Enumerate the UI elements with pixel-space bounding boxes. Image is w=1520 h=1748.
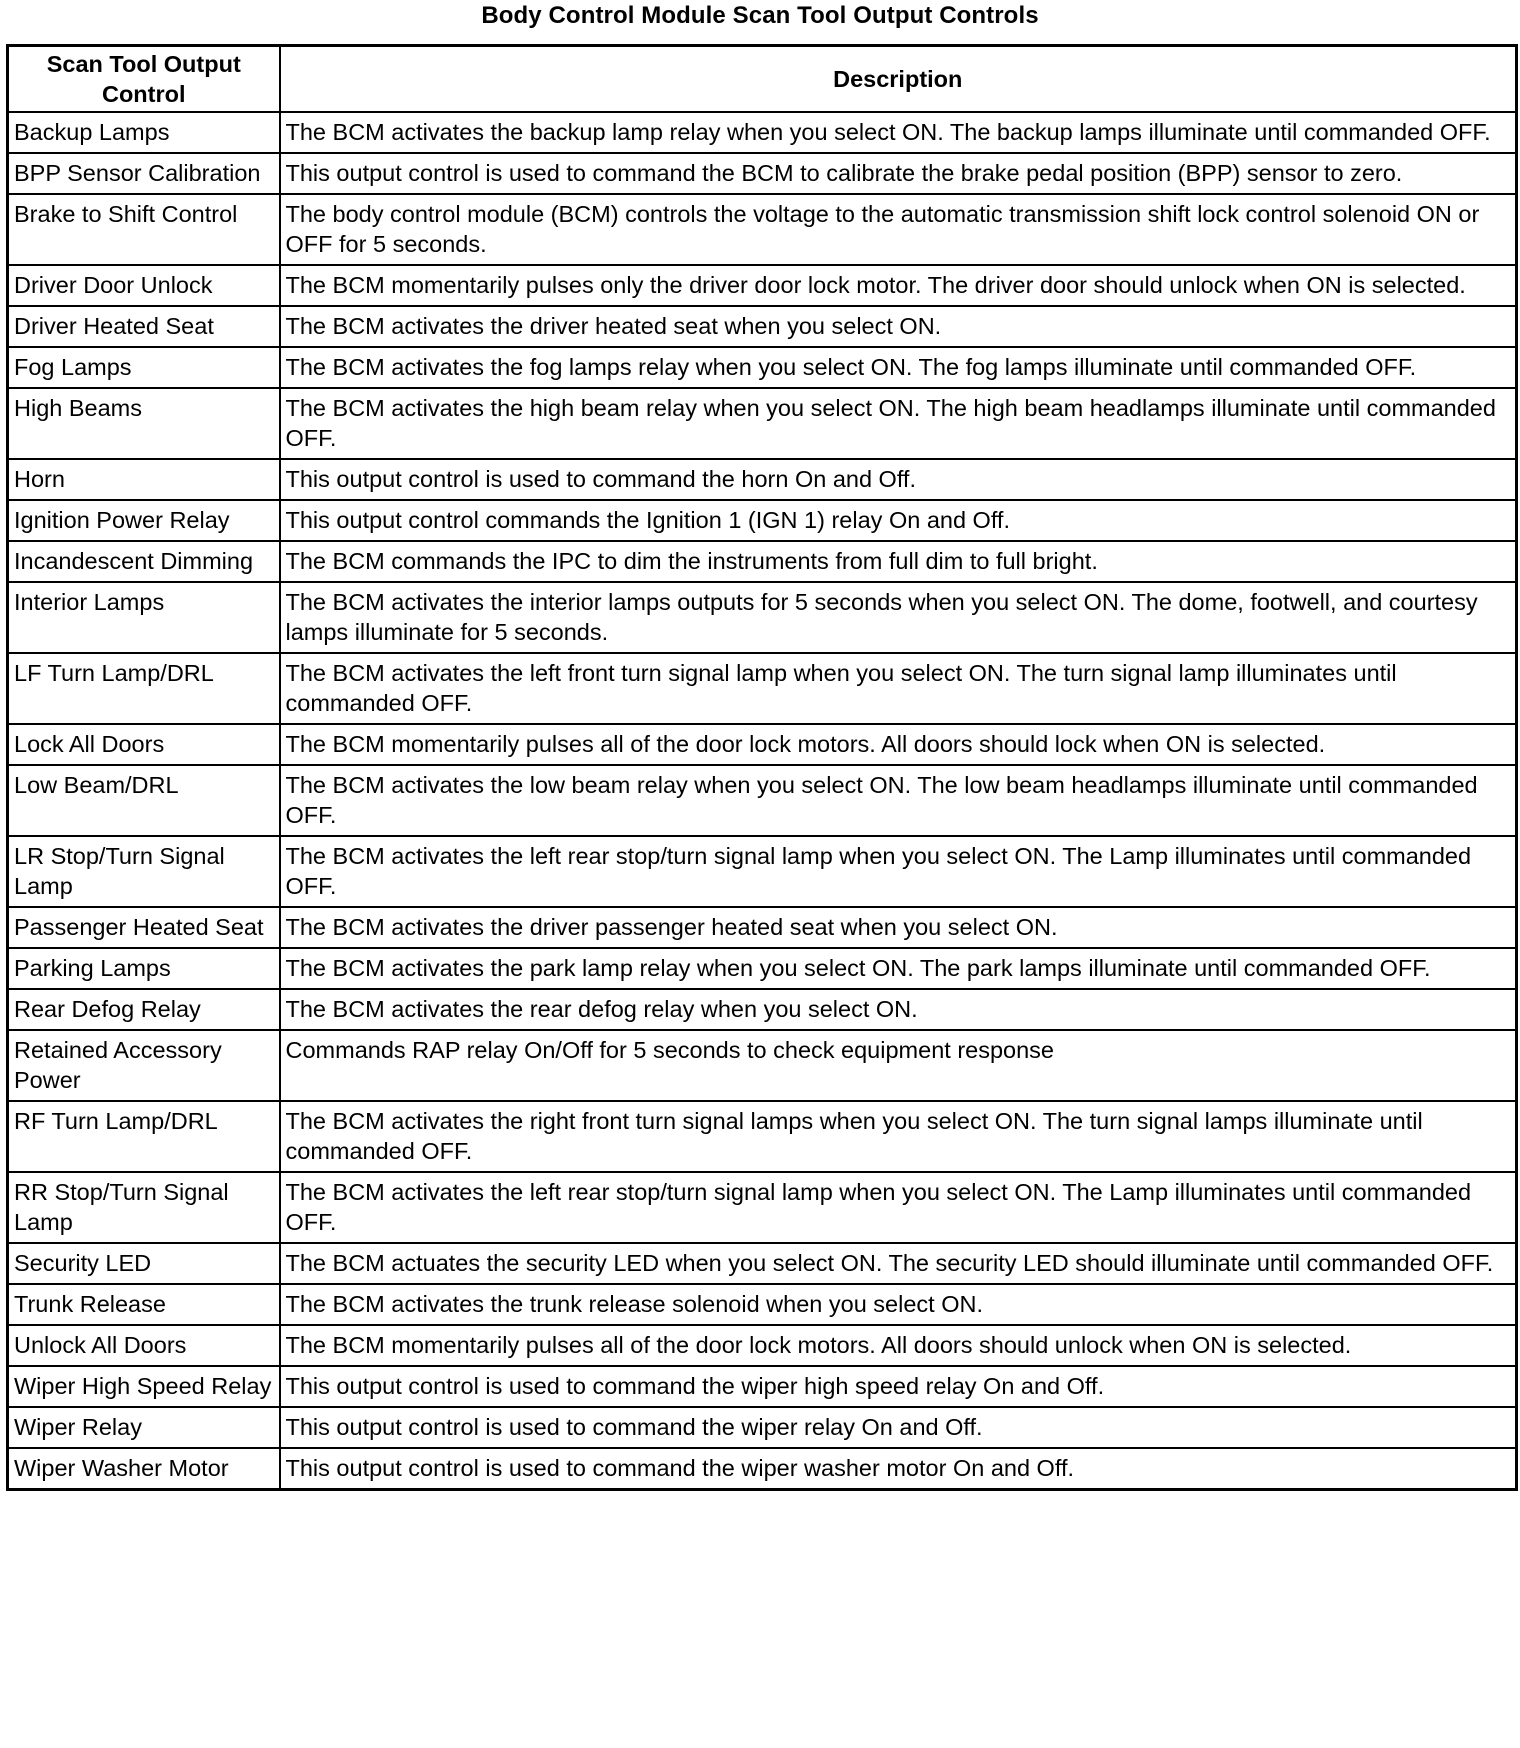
table-row [8, 347, 1517, 388]
control-cell: Interior Lamps [8, 582, 280, 653]
table-row [8, 1172, 1517, 1243]
description-cell: The BCM activates the left rear stop/turn signal lamp when you select ON. The Lamp illuminates until commanded OFF. [280, 1172, 1517, 1243]
description-cell: The BCM activates the park lamp relay when you select ON. The park lamps illuminate until commanded OFF. [280, 948, 1517, 989]
table-row [8, 1325, 1517, 1366]
table-row [8, 1030, 1517, 1101]
control-cell: Incandescent Dimming [8, 541, 280, 582]
column-header-control: Scan Tool Output Control [8, 46, 280, 113]
table-row [8, 1448, 1517, 1490]
control-cell: Wiper Washer Motor [8, 1448, 280, 1490]
table-row [8, 836, 1517, 907]
description-cell: This output control is used to command the wiper relay On and Off. [280, 1407, 1517, 1448]
control-cell: LF Turn Lamp/DRL [8, 653, 280, 724]
description-cell: The BCM activates the low beam relay when you select ON. The low beam headlamps illuminate until commanded OFF. [280, 765, 1517, 836]
table-title: Body Control Module Scan Tool Output Controls [481, 2, 1039, 29]
table-row [8, 388, 1517, 459]
table-row [8, 989, 1517, 1030]
control-cell: Driver Heated Seat [8, 306, 280, 347]
table-row [8, 153, 1517, 194]
table-row [8, 194, 1517, 265]
description-cell: The BCM activates the driver heated seat when you select ON. [280, 306, 1517, 347]
description-cell: The BCM activates the left front turn signal lamp when you select ON. The turn signal lamp illuminates until commanded OFF. [280, 653, 1517, 724]
description-cell: This output control is used to command the wiper washer motor On and Off. [280, 1448, 1517, 1490]
description-cell: The BCM activates the trunk release solenoid when you select ON. [280, 1284, 1517, 1325]
control-cell: Passenger Heated Seat [8, 907, 280, 948]
control-cell: Ignition Power Relay [8, 500, 280, 541]
output-controls-table [6, 44, 1518, 1491]
control-cell: Wiper Relay [8, 1407, 280, 1448]
control-cell: Brake to Shift Control [8, 194, 280, 265]
description-cell: The BCM activates the high beam relay when you select ON. The high beam headlamps illuminate until commanded OFF. [280, 388, 1517, 459]
description-cell: Commands RAP relay On/Off for 5 seconds to check equipment response [280, 1030, 1517, 1101]
table-row [8, 1101, 1517, 1172]
control-cell: Rear Defog Relay [8, 989, 280, 1030]
table-row [8, 765, 1517, 836]
table-row [8, 265, 1517, 306]
control-cell: Unlock All Doors [8, 1325, 280, 1366]
table-row [8, 907, 1517, 948]
control-cell: Lock All Doors [8, 724, 280, 765]
control-cell: Low Beam/DRL [8, 765, 280, 836]
description-cell: The BCM activates the fog lamps relay when you select ON. The fog lamps illuminate until commanded OFF. [280, 347, 1517, 388]
control-cell: Wiper High Speed Relay [8, 1366, 280, 1407]
description-cell: This output control commands the Ignition 1 (IGN 1) relay On and Off. [280, 500, 1517, 541]
table-row [8, 653, 1517, 724]
description-cell: This output control is used to command the wiper high speed relay On and Off. [280, 1366, 1517, 1407]
description-cell: This output control is used to command the horn On and Off. [280, 459, 1517, 500]
control-cell: RR Stop/Turn Signal Lamp [8, 1172, 280, 1243]
description-cell: The BCM actuates the security LED when you select ON. The security LED should illuminate until commanded OFF. [280, 1243, 1517, 1284]
description-cell: The BCM activates the interior lamps outputs for 5 seconds when you select ON. The dome, footwell, and courtesy lamps illuminate for 5 seconds. [280, 582, 1517, 653]
table-row [8, 306, 1517, 347]
control-cell: Parking Lamps [8, 948, 280, 989]
table-row [8, 1243, 1517, 1284]
description-cell: The BCM momentarily pulses all of the door lock motors. All doors should unlock when ON is selected. [280, 1325, 1517, 1366]
control-cell: Horn [8, 459, 280, 500]
description-cell: The BCM activates the right front turn signal lamps when you select ON. The turn signal lamps illuminate until commanded OFF. [280, 1101, 1517, 1172]
control-cell: LR Stop/Turn Signal Lamp [8, 836, 280, 907]
control-cell: Driver Door Unlock [8, 265, 280, 306]
control-cell: Trunk Release [8, 1284, 280, 1325]
header-row [8, 46, 1517, 113]
description-cell: This output control is used to command the BCM to calibrate the brake pedal position (BPP) sensor to zero. [280, 153, 1517, 194]
control-cell: High Beams [8, 388, 280, 459]
description-cell: The BCM activates the backup lamp relay when you select ON. The backup lamps illuminate until commanded OFF. [280, 112, 1517, 153]
table-row [8, 112, 1517, 153]
description-cell: The BCM activates the driver passenger heated seat when you select ON. [280, 907, 1517, 948]
table-row [8, 724, 1517, 765]
control-cell: Fog Lamps [8, 347, 280, 388]
control-cell: RF Turn Lamp/DRL [8, 1101, 280, 1172]
table-row [8, 1407, 1517, 1448]
description-cell: The BCM activates the rear defog relay when you select ON. [280, 989, 1517, 1030]
control-cell: Security LED [8, 1243, 280, 1284]
description-cell: The BCM activates the left rear stop/turn signal lamp when you select ON. The Lamp illuminates until commanded OFF. [280, 836, 1517, 907]
table-row [8, 948, 1517, 989]
control-cell: Backup Lamps [8, 112, 280, 153]
column-header-description: Description [280, 46, 1517, 113]
table-row [8, 1284, 1517, 1325]
table-row [8, 541, 1517, 582]
table-row [8, 459, 1517, 500]
table-row [8, 582, 1517, 653]
control-cell: Retained Accessory Power [8, 1030, 280, 1101]
description-cell: The body control module (BCM) controls the voltage to the automatic transmission shift lock control solenoid ON or OFF for 5 seconds. [280, 194, 1517, 265]
description-cell: The BCM momentarily pulses only the driver door lock motor. The driver door should unlock when ON is selected. [280, 265, 1517, 306]
table-row [8, 1366, 1517, 1407]
control-cell: BPP Sensor Calibration [8, 153, 280, 194]
description-cell: The BCM commands the IPC to dim the instruments from full dim to full bright. [280, 541, 1517, 582]
description-cell: The BCM momentarily pulses all of the door lock motors. All doors should lock when ON is selected. [280, 724, 1517, 765]
table-row [8, 500, 1517, 541]
